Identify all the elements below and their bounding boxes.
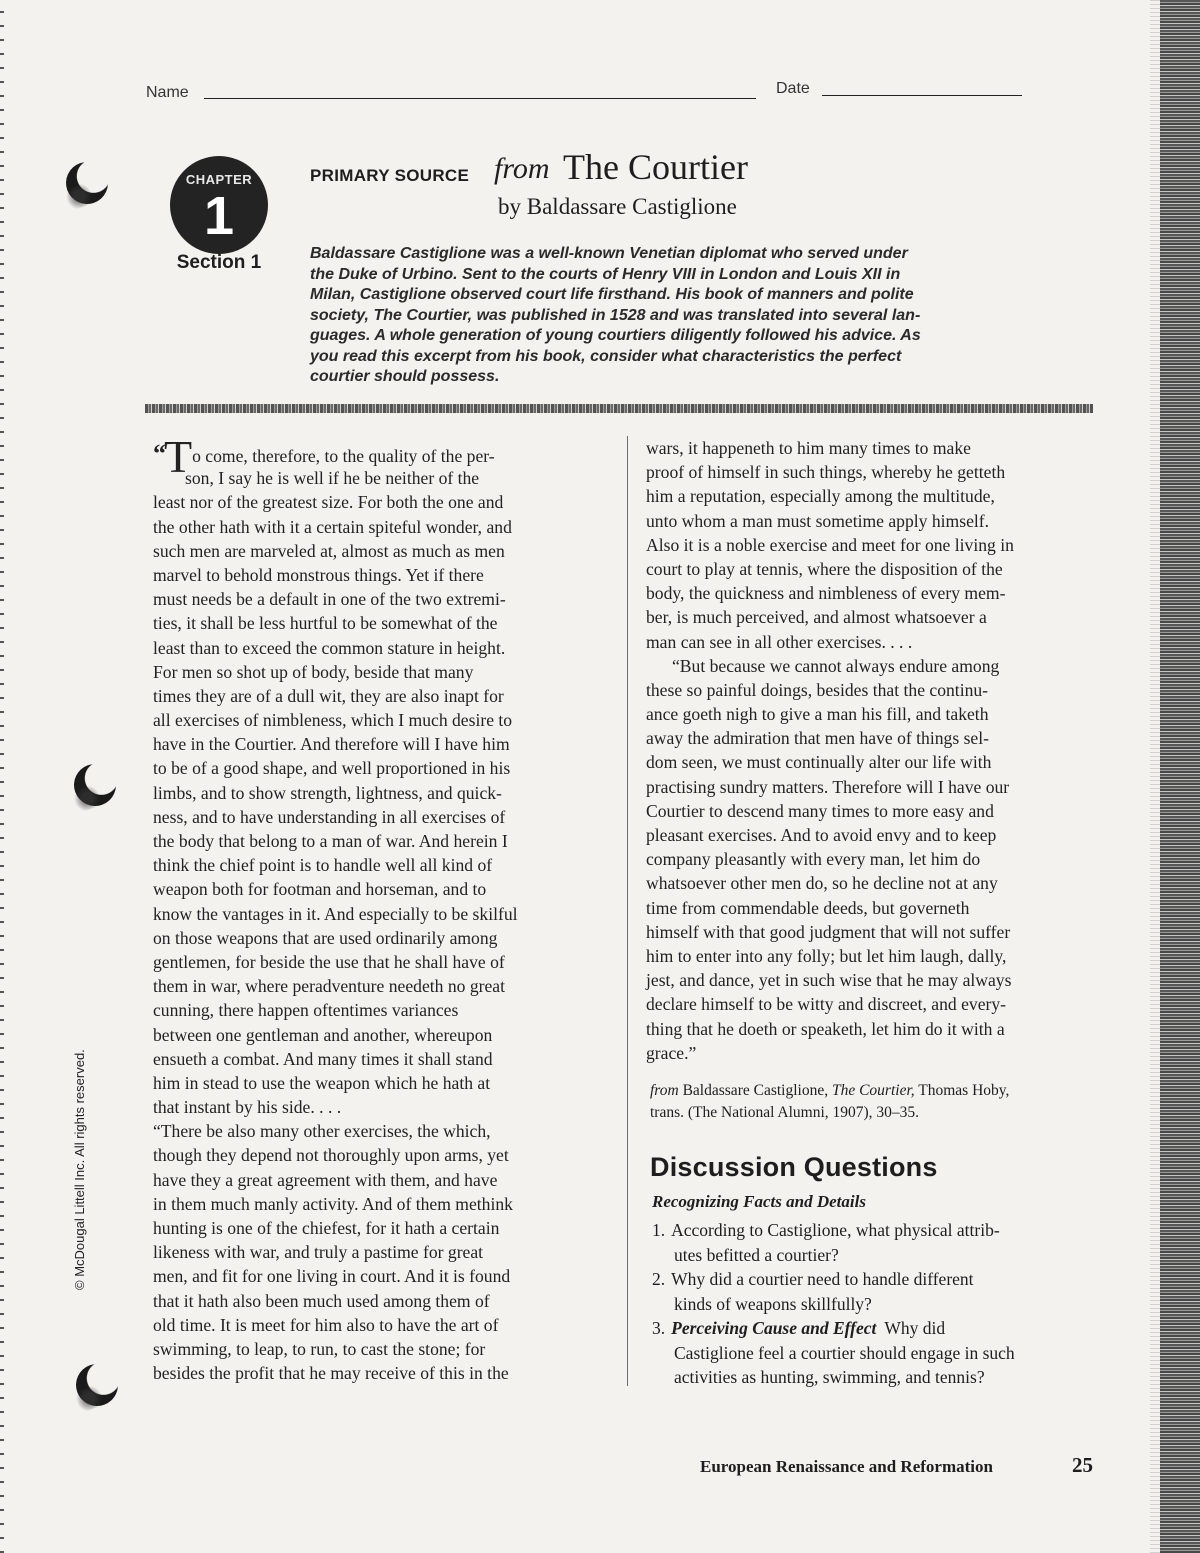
excerpt-line: Also it is a noble exercise and meet for one living in: [646, 534, 1014, 555]
excerpt-left-column: [153, 431, 603, 1385]
excerpt-line: son, I say he is well if he be neither of the: [185, 468, 480, 489]
citation-translator: Thomas Hoby,: [918, 1082, 1010, 1099]
question-skill-heading: Perceiving Cause and Effect: [671, 1318, 877, 1338]
excerpt-line: hunting is one of the chiefest, for it hath a certain: [153, 1218, 500, 1238]
chapter-number: 1: [203, 186, 235, 246]
intro-line: Baldassare Castiglione was a well-known Venetian diplomat who served under: [310, 245, 908, 262]
excerpt-line: the other hath with it a certain spiteful wonder, and: [153, 516, 512, 537]
citation-book: The Courtier,: [831, 1082, 915, 1099]
intro-line: guages. A whole generation of young courtiers diligently followed his advice. As: [310, 327, 921, 344]
punch-hole-middle: [68, 758, 122, 812]
decorative-rule: [145, 404, 1093, 413]
excerpt-line: thing that he doeth or speaketh, let him do it with a: [646, 1018, 1005, 1039]
primary-source-label: PRIMARY SOURCE: [310, 166, 470, 185]
intro-line: society, The Courtier, was published in 1528 and was translated into several lan-: [310, 306, 921, 324]
excerpt-line: him a reputation, especially among the multitude,: [646, 486, 995, 507]
question-text: utes befitted a courtier?: [674, 1244, 839, 1265]
excerpt-line: them in war, where peradventure needeth no great: [153, 976, 505, 997]
question-text: Castiglione feel a courtier should engage in such: [674, 1342, 1015, 1363]
excerpt-line: gentlemen, for beside the use that he shall have of: [153, 951, 505, 972]
excerpt-line: between one gentleman and another, whereupon: [153, 1024, 493, 1045]
scan-edge-left: [0, 0, 4, 1553]
section-label: Section 1: [176, 252, 262, 273]
copyright-notice: © McDougal Littell Inc. All rights reserved.: [72, 1049, 87, 1290]
excerpt-line: wars, it happeneth to him many times to make: [646, 438, 971, 458]
drop-cap: T: [164, 431, 193, 482]
question-text: Why did a courtier need to handle different: [671, 1269, 974, 1289]
excerpt-line: on those weapons that are used ordinarily among: [153, 927, 498, 948]
excerpt-line: such men are marveled at, almost as much as men: [153, 540, 505, 561]
excerpt-line: though they depend not thoroughly upon arms, yet: [153, 1145, 509, 1166]
excerpt-line: have they a great agreement with them, and have: [153, 1169, 498, 1190]
document-author: by Baldassare Castiglione: [498, 194, 737, 219]
excerpt-right-column: [646, 436, 1098, 1065]
excerpt-line: For men so shot up of body, beside that many: [153, 661, 474, 682]
excerpt-line: ness, and to have understanding in all exercises of: [153, 806, 506, 827]
column-divider: [627, 436, 628, 1386]
excerpt-line: him in stead to use the weapon which he hath at: [153, 1072, 491, 1093]
excerpt-line: man can see in all other exercises. . . .: [646, 631, 913, 652]
excerpt-line: o come, therefore, to the quality of the per-: [192, 446, 495, 466]
excerpt-line: unto whom a man must sometime apply himself.: [646, 510, 990, 531]
chapter-word: CHAPTER: [185, 172, 253, 187]
excerpt-line: cunning, there happen oftentimes variances: [153, 1000, 459, 1021]
excerpt-line: times they are of a dull wit, they are also inapt for: [153, 685, 504, 706]
question-text: According to Castiglione, what physical attrib-: [671, 1220, 1000, 1240]
citation-publication: trans. (The National Alumni, 1907), 30–35.: [650, 1104, 920, 1121]
name-field[interactable]: [204, 98, 756, 99]
punch-hole-bottom: [70, 1358, 124, 1412]
excerpt-line: ber, is much perceived, and almost whatsoever a: [646, 607, 987, 628]
excerpt-line: jest, and dance, yet in such wise that he may always: [646, 970, 1012, 991]
discussion-question-list: [652, 1218, 1102, 1390]
excerpt-line: all exercises of nimbleness, which I much desire to: [153, 710, 513, 731]
question-number: 3.: [652, 1318, 666, 1338]
excerpt-line: away the admiration that men have of things sel-: [646, 728, 989, 749]
chapter-badge: [170, 156, 268, 254]
excerpt-line: besides the profit that he may receive of this in the: [153, 1363, 509, 1384]
intro-line: Milan, Castiglione observed court life firsthand. His book of manners and polite: [310, 286, 914, 303]
excerpt-line: to be of a good shape, and well proportioned in his: [153, 758, 511, 779]
name-label: Name: [146, 84, 189, 101]
intro-paragraph: [310, 244, 970, 388]
excerpt-line: least nor of the greatest size. For both the one and: [153, 492, 504, 513]
excerpt-line: body, the quickness and nimbleness of every mem-: [646, 583, 1006, 604]
excerpt-line: limbs, and to show strength, lightness, and quick-: [153, 782, 502, 803]
excerpt-line: swimming, to leap, to run, to cast the stone; for: [153, 1338, 486, 1359]
excerpt-line: pleasant exercises. And to avoid envy and to keep: [646, 825, 997, 845]
excerpt-line: whatsoever other men do, so he decline not at any: [646, 873, 998, 894]
excerpt-line: that it hath also been much used among them of: [153, 1290, 490, 1311]
discussion-question: [652, 1218, 1102, 1267]
question-number: 2.: [652, 1269, 666, 1289]
excerpt-line: himself with that good judgment that will not suffer: [646, 921, 1011, 942]
document-title: The Courtier: [563, 147, 748, 187]
excerpt-line: “There be also many other exercises, the which,: [153, 1121, 491, 1142]
excerpt-line: proof of himself in such things, whereby he getteth: [646, 462, 1006, 483]
excerpt-line: must needs be a default in one of the two extremi-: [153, 589, 506, 610]
punch-hole-top: [60, 156, 114, 210]
title-from: from: [494, 152, 550, 185]
excerpt-line: court to play at tennis, where the disposition of the: [646, 558, 1003, 579]
excerpt-line: weapon both for footman and horseman, and to: [153, 879, 487, 900]
discussion-question: [652, 1316, 1102, 1390]
excerpt-line: him to enter into any folly; but let him laugh, dally,: [646, 945, 1007, 966]
citation-author: Baldassare Castiglione,: [682, 1082, 829, 1099]
excerpt-line: that instant by his side. . . .: [153, 1097, 342, 1118]
question-first-line: [652, 1316, 1102, 1341]
excerpt-line: declare himself to be witty and discreet, and every-: [646, 994, 1007, 1015]
excerpt-line: know the vantages in it. And especially to be skilful: [153, 903, 518, 924]
discussion-subtitle: Recognizing Facts and Details: [652, 1192, 866, 1211]
scan-edge-right: [1160, 0, 1200, 1553]
question-text: activities as hunting, swimming, and tennis?: [674, 1367, 985, 1387]
excerpt-line: likeness with war, and truly a pastime for great: [153, 1242, 484, 1263]
opening-quote: “: [153, 439, 164, 468]
intro-line: courtier should possess.: [310, 368, 500, 385]
question-first-line: [652, 1218, 1102, 1243]
date-label: Date: [776, 80, 810, 97]
intro-line: the Duke of Urbino. Sent to the courts of Henry VIII in London and Louis XII in: [310, 265, 901, 283]
date-field[interactable]: [822, 95, 1022, 96]
excerpt-line: Courtier to descend many times to more easy and: [646, 800, 994, 821]
excerpt-line: grace.”: [646, 1042, 697, 1063]
excerpt-line: company pleasantly with every man, let him do: [646, 849, 981, 870]
excerpt-line: old time. It is meet for him also to have the art of: [153, 1314, 499, 1335]
excerpt-line: ance goeth nigh to give a man his fill, and taketh: [646, 704, 989, 725]
citation: [650, 1080, 1100, 1124]
excerpt-line: practising sundry matters. Therefore will I have our: [646, 776, 1010, 797]
excerpt-line: time from commendable deeds, but governeth: [646, 897, 970, 918]
discussion-question: [652, 1267, 1102, 1316]
citation-from: from: [650, 1082, 679, 1099]
question-number: 1.: [652, 1220, 666, 1240]
excerpt-line: “But because we cannot always endure among: [672, 655, 1000, 676]
discussion-title: Discussion Questions: [650, 1152, 938, 1182]
excerpt-line: dom seen, we must continually alter our life with: [646, 752, 992, 773]
excerpt-line: the body that belong to a man of war. And herein I: [153, 831, 508, 851]
excerpt-line: in them much manly activity. And of them methink: [153, 1193, 513, 1214]
excerpt-line: least than to exceed the common stature in height.: [153, 637, 506, 658]
excerpt-line: these so painful doings, besides that the continu-: [646, 679, 989, 700]
intro-line: you read this excerpt from his book, consider what characteristics the perfect: [310, 347, 902, 365]
excerpt-line: marvel to behold monstrous things. Yet if there: [153, 564, 484, 585]
excerpt-line: think the chief point is to handle well all kind of: [153, 855, 493, 876]
excerpt-line: ties, it shall be less hurtful to be somewhat of the: [153, 613, 498, 634]
question-text: kinds of weapons skillfully?: [674, 1293, 872, 1314]
excerpt-line: ensueth a combat. And many times it shall stand: [153, 1048, 493, 1069]
excerpt-line: have in the Courtier. And therefore will I have him: [153, 734, 510, 755]
footer-book-title: European Renaissance and Reformation: [700, 1457, 993, 1476]
excerpt-line: men, and fit for one living in court. And it is found: [153, 1266, 511, 1287]
page-number: 25: [1072, 1453, 1093, 1477]
question-first-line: [652, 1267, 1102, 1292]
question-text: Why did: [884, 1318, 946, 1338]
